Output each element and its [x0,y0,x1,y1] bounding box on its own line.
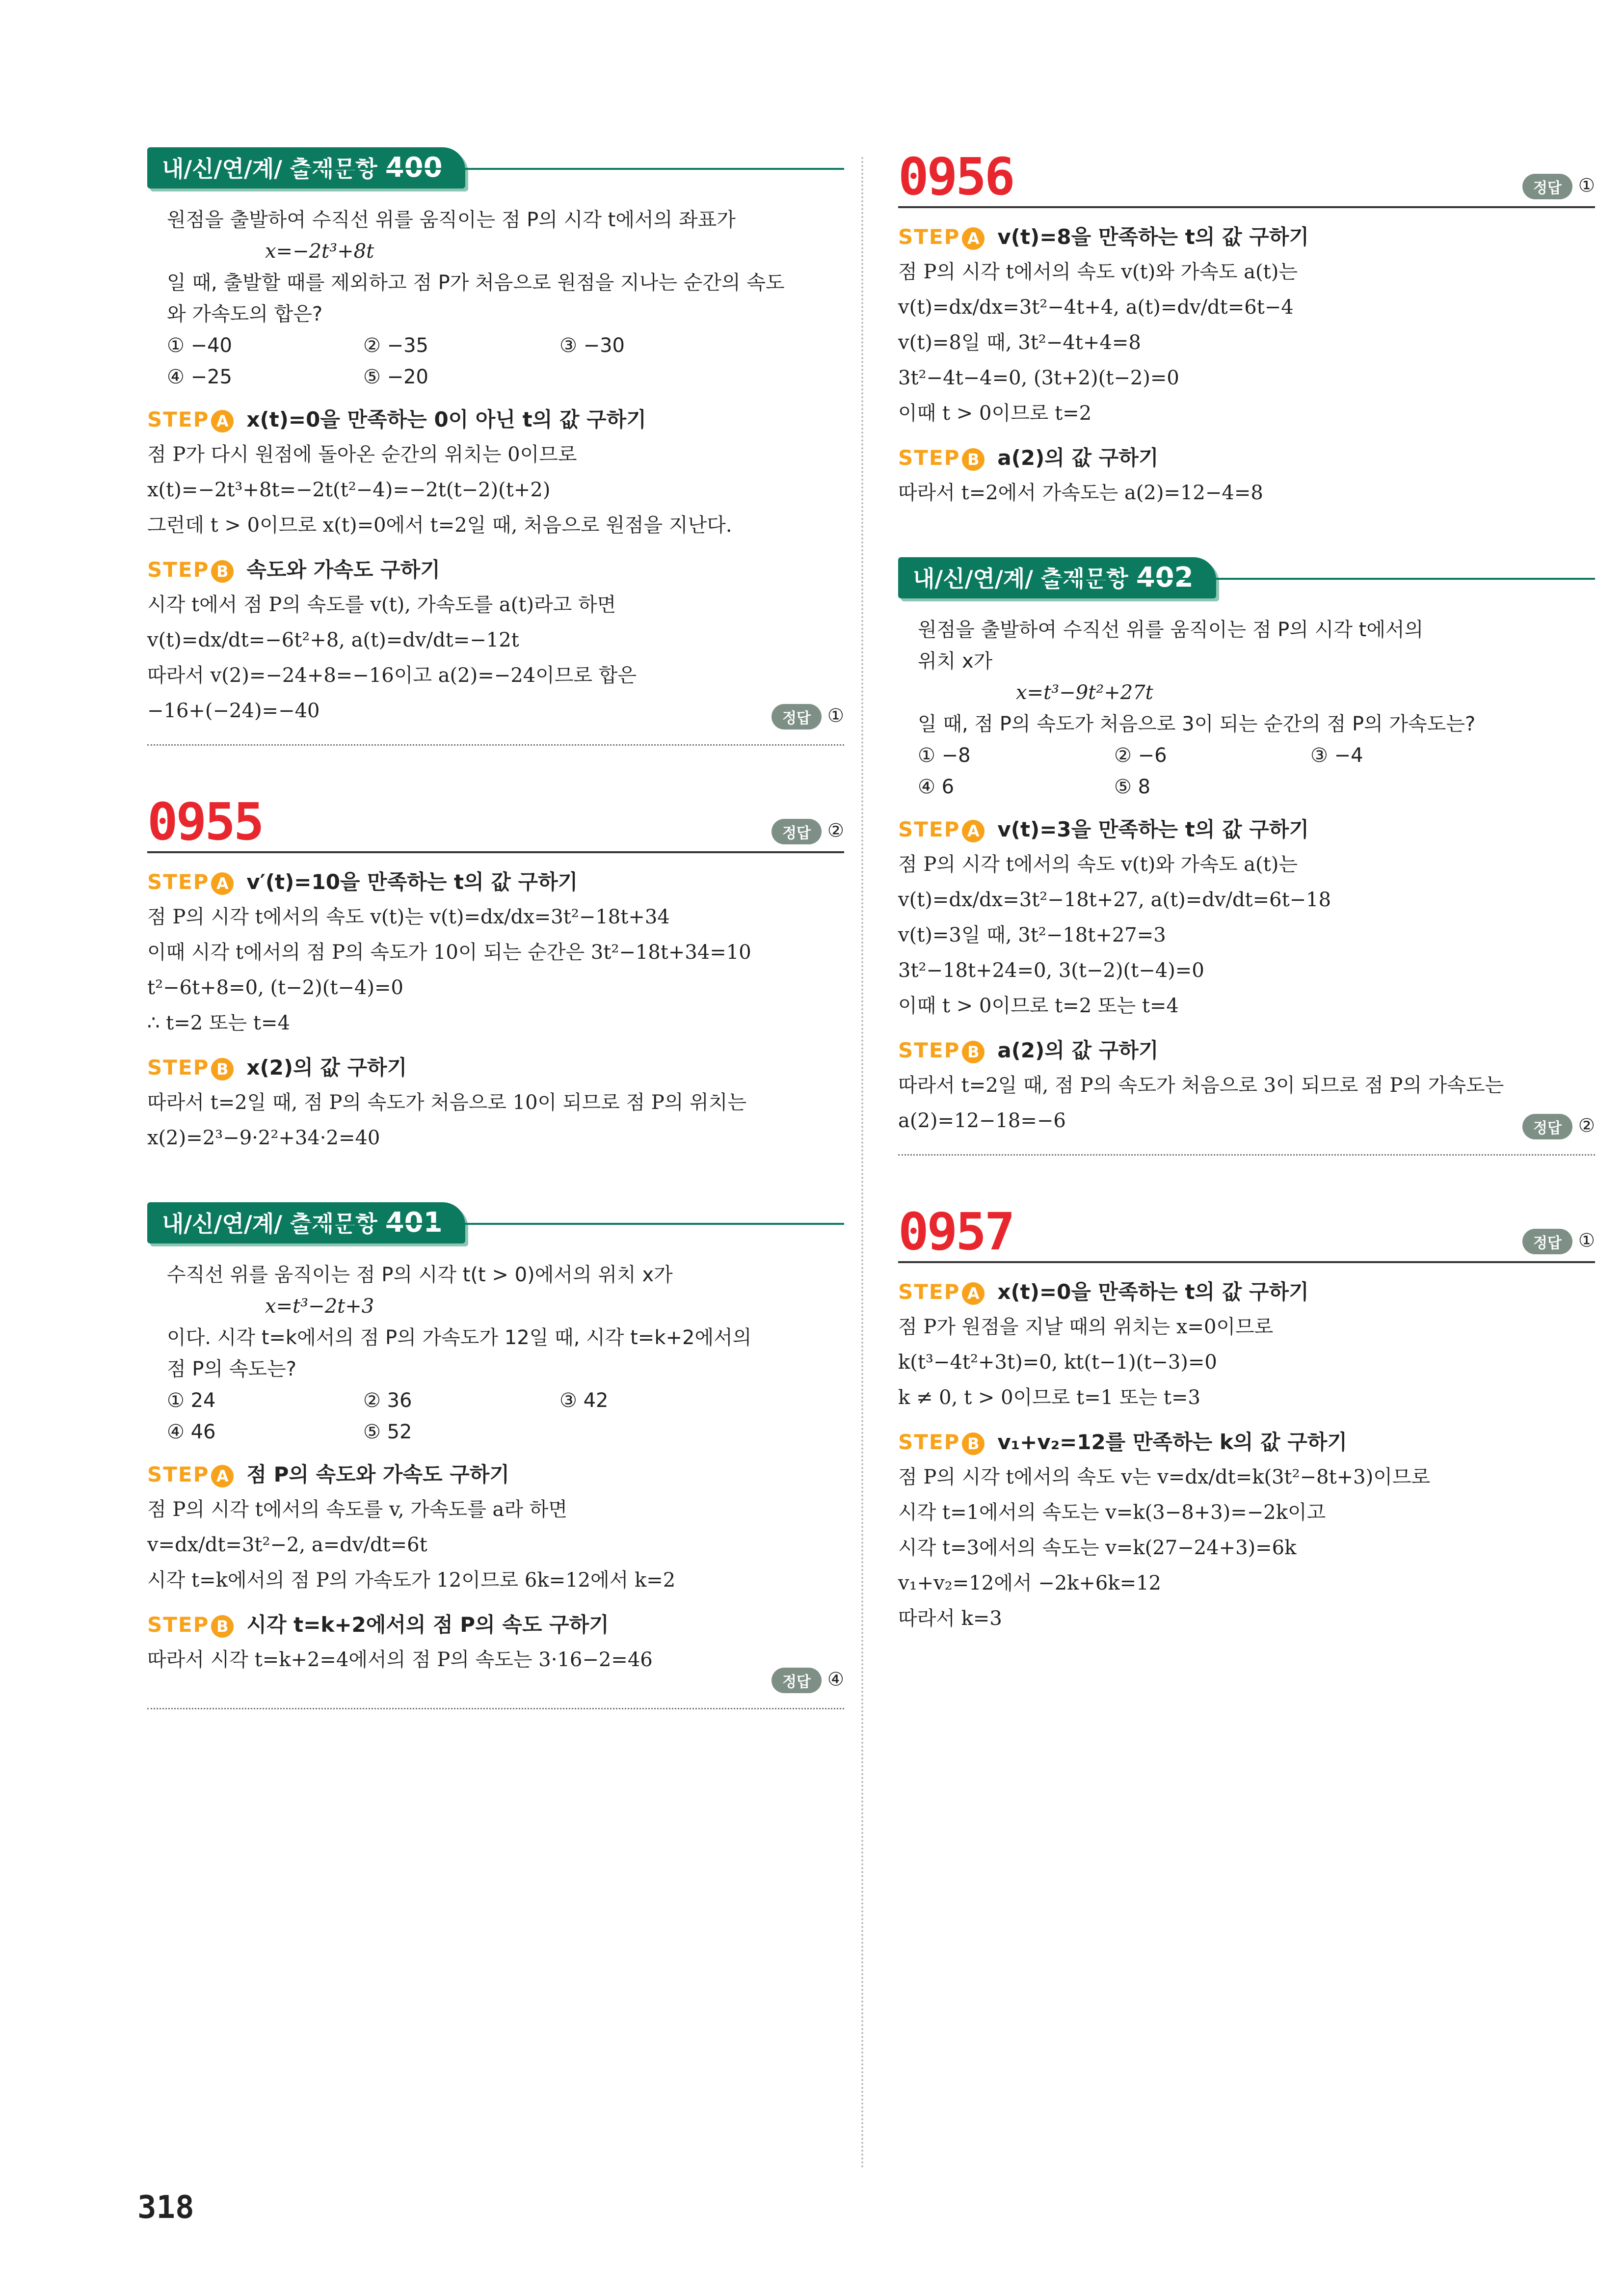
page-number: 318 [137,2189,194,2226]
left-column [147,147,844,1756]
problem-400: 내/신/연/계/ 출제문항 400 원점을 출발하여 수직선 위를 움직이는 점 P의 시각 t에서의 좌표가 x=−2t³+8t 일 때, 출발할 때를 제외하고 점 P가 처음으로 원점을 지나는 순간의 속도 와 가속도의 합은? ① −40 ② −35 ③ −30 ④ −25 ⑤ −20 STEP A x(t)=0을 만족하는 0이 아닌 t의 값 구하기 점 P가 다시 원점에 돌아온 순간의 위치는 0이므로 x(t)=−2t³+8t=−2t(t²−4)=−2t(t−2)(t+2) 그런데 t > 0이므로 x(t)=0에서 t=2일 때, 처음으로 원점을 지난다. STEP B 속도와 가속도 구하기 시각 t에서 점 P의 속도를 v(t), 가속도를 a(t)라고 하면 v(t)=dx/dt=−6t²+8, a(t)=dv/dt=−12t 따라서 v(2)=−24+8=−16이고 a(2)=−24이므로 합은 −16+(−24)=−40 정답 ① [147,147,844,746]
step-a-heading: STEP A v′(t)=10을 만족하는 t의 값 구하기 [147,870,578,894]
step-a-heading: STEP A v(t)=8을 만족하는 t의 값 구하기 [898,225,1309,249]
answer-401: 정답 ④ [147,1668,844,1693]
choices: ① −40 ② −35 ③ −30 ④ −25 ⑤ −20 [167,334,625,388]
answer-402: 정답 ② [898,1114,1595,1139]
problem-number: 0957 [898,1202,1013,1262]
problem-0956: 0956 정답 ① STEP A v(t)=8을 만족하는 t의 값 구하기 점 P의 시각 t에서의 속도 v(t)와 가속도 a(t)는 v(t)=dx/dx=3t²−4t+4, a(t)=dv/dt=6t−4 v(t)=8일 때, 3t²−4t+4=8 3t²−4t−4=0, (3t+2)(t−2)=0 이때 t > 0이므로 t=2 STEP B a(2)의 값 구하기 따라서 t=2에서 가속도는 a(2)=12−4=8 [898,147,1595,504]
problem-number: 0956 [898,147,1013,207]
banner-402: 내/신/연/계/ 출제문항 402 [898,557,1216,598]
question-text: 원점을 출발하여 수직선 위를 움직이는 점 P의 시각 t에서의 위치 x가 x=t³−9t²+27t 일 때, 점 P의 속도가 처음으로 3이 되는 순간의 점 P의 가속도는? [918,619,1476,735]
step-a-heading: STEP A x(t)=0을 만족하는 t의 값 구하기 [898,1280,1309,1304]
column-divider [861,157,863,2170]
answer-0956: 정답 ① [1522,174,1595,199]
step-a-heading: STEP A x(t)=0을 만족하는 0이 아닌 t의 값 구하기 [147,407,646,432]
banner-401: 내/신/연/계/ 출제문항 401 [147,1202,465,1243]
problem-402: 내/신/연/계/ 출제문항 402 원점을 출발하여 수직선 위를 움직이는 점 P의 시각 t에서의 위치 x가 x=t³−9t²+27t 일 때, 점 P의 속도가 처음으로 3이 되는 순간의 점 P의 가속도는? ① −8 ② −6 ③ −4 ④ 6 ⑤ 8 STEP A v(t)=3을 만족하는 t의 값 구하기 점 P의 시각 t에서의 속도 v(t)와 가속도 a(t)는 v(t)=dx/dx=3t²−18t+27, a(t)=dv/dt=6t−18 v(t)=3일 때, 3t²−18t+27=3 3t²−18t+24=0, 3(t−2)(t−4)=0 이때 t > 0이므로 t=2 또는 t=4 STEP B a(2)의 값 구하기 따라서 t=2일 때, 점 P의 속도가 처음으로 3이 되므로 점 P의 가속도는 a(2)=12−18=−6 정답 ② [898,557,1595,1156]
step-a-heading: STEP A v(t)=3을 만족하는 t의 값 구하기 [898,817,1309,841]
step-b-heading: STEP B a(2)의 값 구하기 [898,1038,1159,1062]
problem-401: 내/신/연/계/ 출제문항 401 수직선 위를 움직이는 점 P의 시각 t(t > 0)에서의 위치 x가 x=t³−2t+3 이다. 시각 t=k에서의 점 P의 가속도가 12일 때, 시각 t=k+2에서의 점 P의 속도는? ① 24 ② 36 ③ 42 ④ 46 ⑤ 52 STEP A 점 P의 속도와 가속도 구하기 점 P의 시각 t에서의 속도를 v, 가속도를 a라 하면 v=dx/dt=3t²−2, a=dv/dt=6t 시각 t=k에서의 점 P의 가속도가 12이므로 6k=12에서 k=2 STEP B 시각 t=k+2에서의 점 P의 속도 구하기 따라서 시각 t=k+2=4에서의 점 P의 속도는 3·16−2=46 정답 ④ [147,1202,844,1709]
question-text: 원점을 출발하여 수직선 위를 움직이는 점 P의 시각 t에서의 좌표가 x=−2t³+8t 일 때, 출발할 때를 제외하고 점 P가 처음으로 원점을 지나는 순간의 속도 와 가속도의 합은? [167,209,785,325]
choices: ① 24 ② 36 ③ 42 ④ 46 ⑤ 52 [167,1389,609,1443]
answer-0955: 정답 ② [772,819,844,844]
step-b-heading: STEP B 속도와 가속도 구하기 [147,558,440,582]
step-b-heading: STEP B x(2)의 값 구하기 [147,1055,407,1080]
step-a-heading: STEP A 점 P의 속도와 가속도 구하기 [147,1462,509,1486]
answer-0957: 정답 ① [1522,1229,1595,1254]
problem-0955: 0955 정답 ② STEP A v′(t)=10을 만족하는 t의 값 구하기 점 P의 시각 t에서의 속도 v(t)는 v(t)=dx/dx=3t²−18t+34 이때 시각 t에서의 점 P의 속도가 10이 되는 순간은 3t²−18t+34=10 t²−6t+8=0, (t−2)(t−4)=0 ∴ t=2 또는 t=4 STEP B x(2)의 값 구하기 따라서 t=2일 때, 점 P의 속도가 처음으로 10이 되므로 점 P의 위치는 x(2)=2³−9·2²+34·2=40 [147,792,844,1149]
step-b-heading: STEP B 시각 t=k+2에서의 점 P의 속도 구하기 [147,1613,609,1637]
banner-400: 내/신/연/계/ 출제문항 400 [147,147,465,189]
answer-400: 정답 ① [147,704,844,729]
step-b-heading: STEP B a(2)의 값 구하기 [898,446,1159,470]
problem-0957: 0957 정답 ① STEP A x(t)=0을 만족하는 t의 값 구하기 점 P가 원점을 지날 때의 위치는 x=0이므로 k(t³−4t²+3t)=0, kt(t−1)(t−3)=0 k ≠ 0, t > 0이므로 t=1 또는 t=3 STEP B v₁+v₂=12를 만족하는 k의 값 구하기 점 P의 시각 t에서의 속도 v는 v=dx/dt=k(3t²−8t+3)이므로 시각 t=1에서의 속도는 v=k(3−8+3)=−2k이고 시각 t=3에서의 속도는 v=k(27−24+3)=6k v₁+v₂=12에서 −2k+6k=12 따라서 k=3 [898,1202,1595,1630]
problem-number: 0955 [147,792,263,852]
step-b-heading: STEP B v₁+v₂=12를 만족하는 k의 값 구하기 [898,1430,1347,1454]
right-column [898,147,1595,1683]
choices: ① −8 ② −6 ③ −4 ④ 6 ⑤ 8 [918,744,1363,798]
question-text: 수직선 위를 움직이는 점 P의 시각 t(t > 0)에서의 위치 x가 x=t³−2t+3 이다. 시각 t=k에서의 점 P의 가속도가 12일 때, 시각 t=k+2에서의 점 P의 속도는? [167,1264,752,1380]
